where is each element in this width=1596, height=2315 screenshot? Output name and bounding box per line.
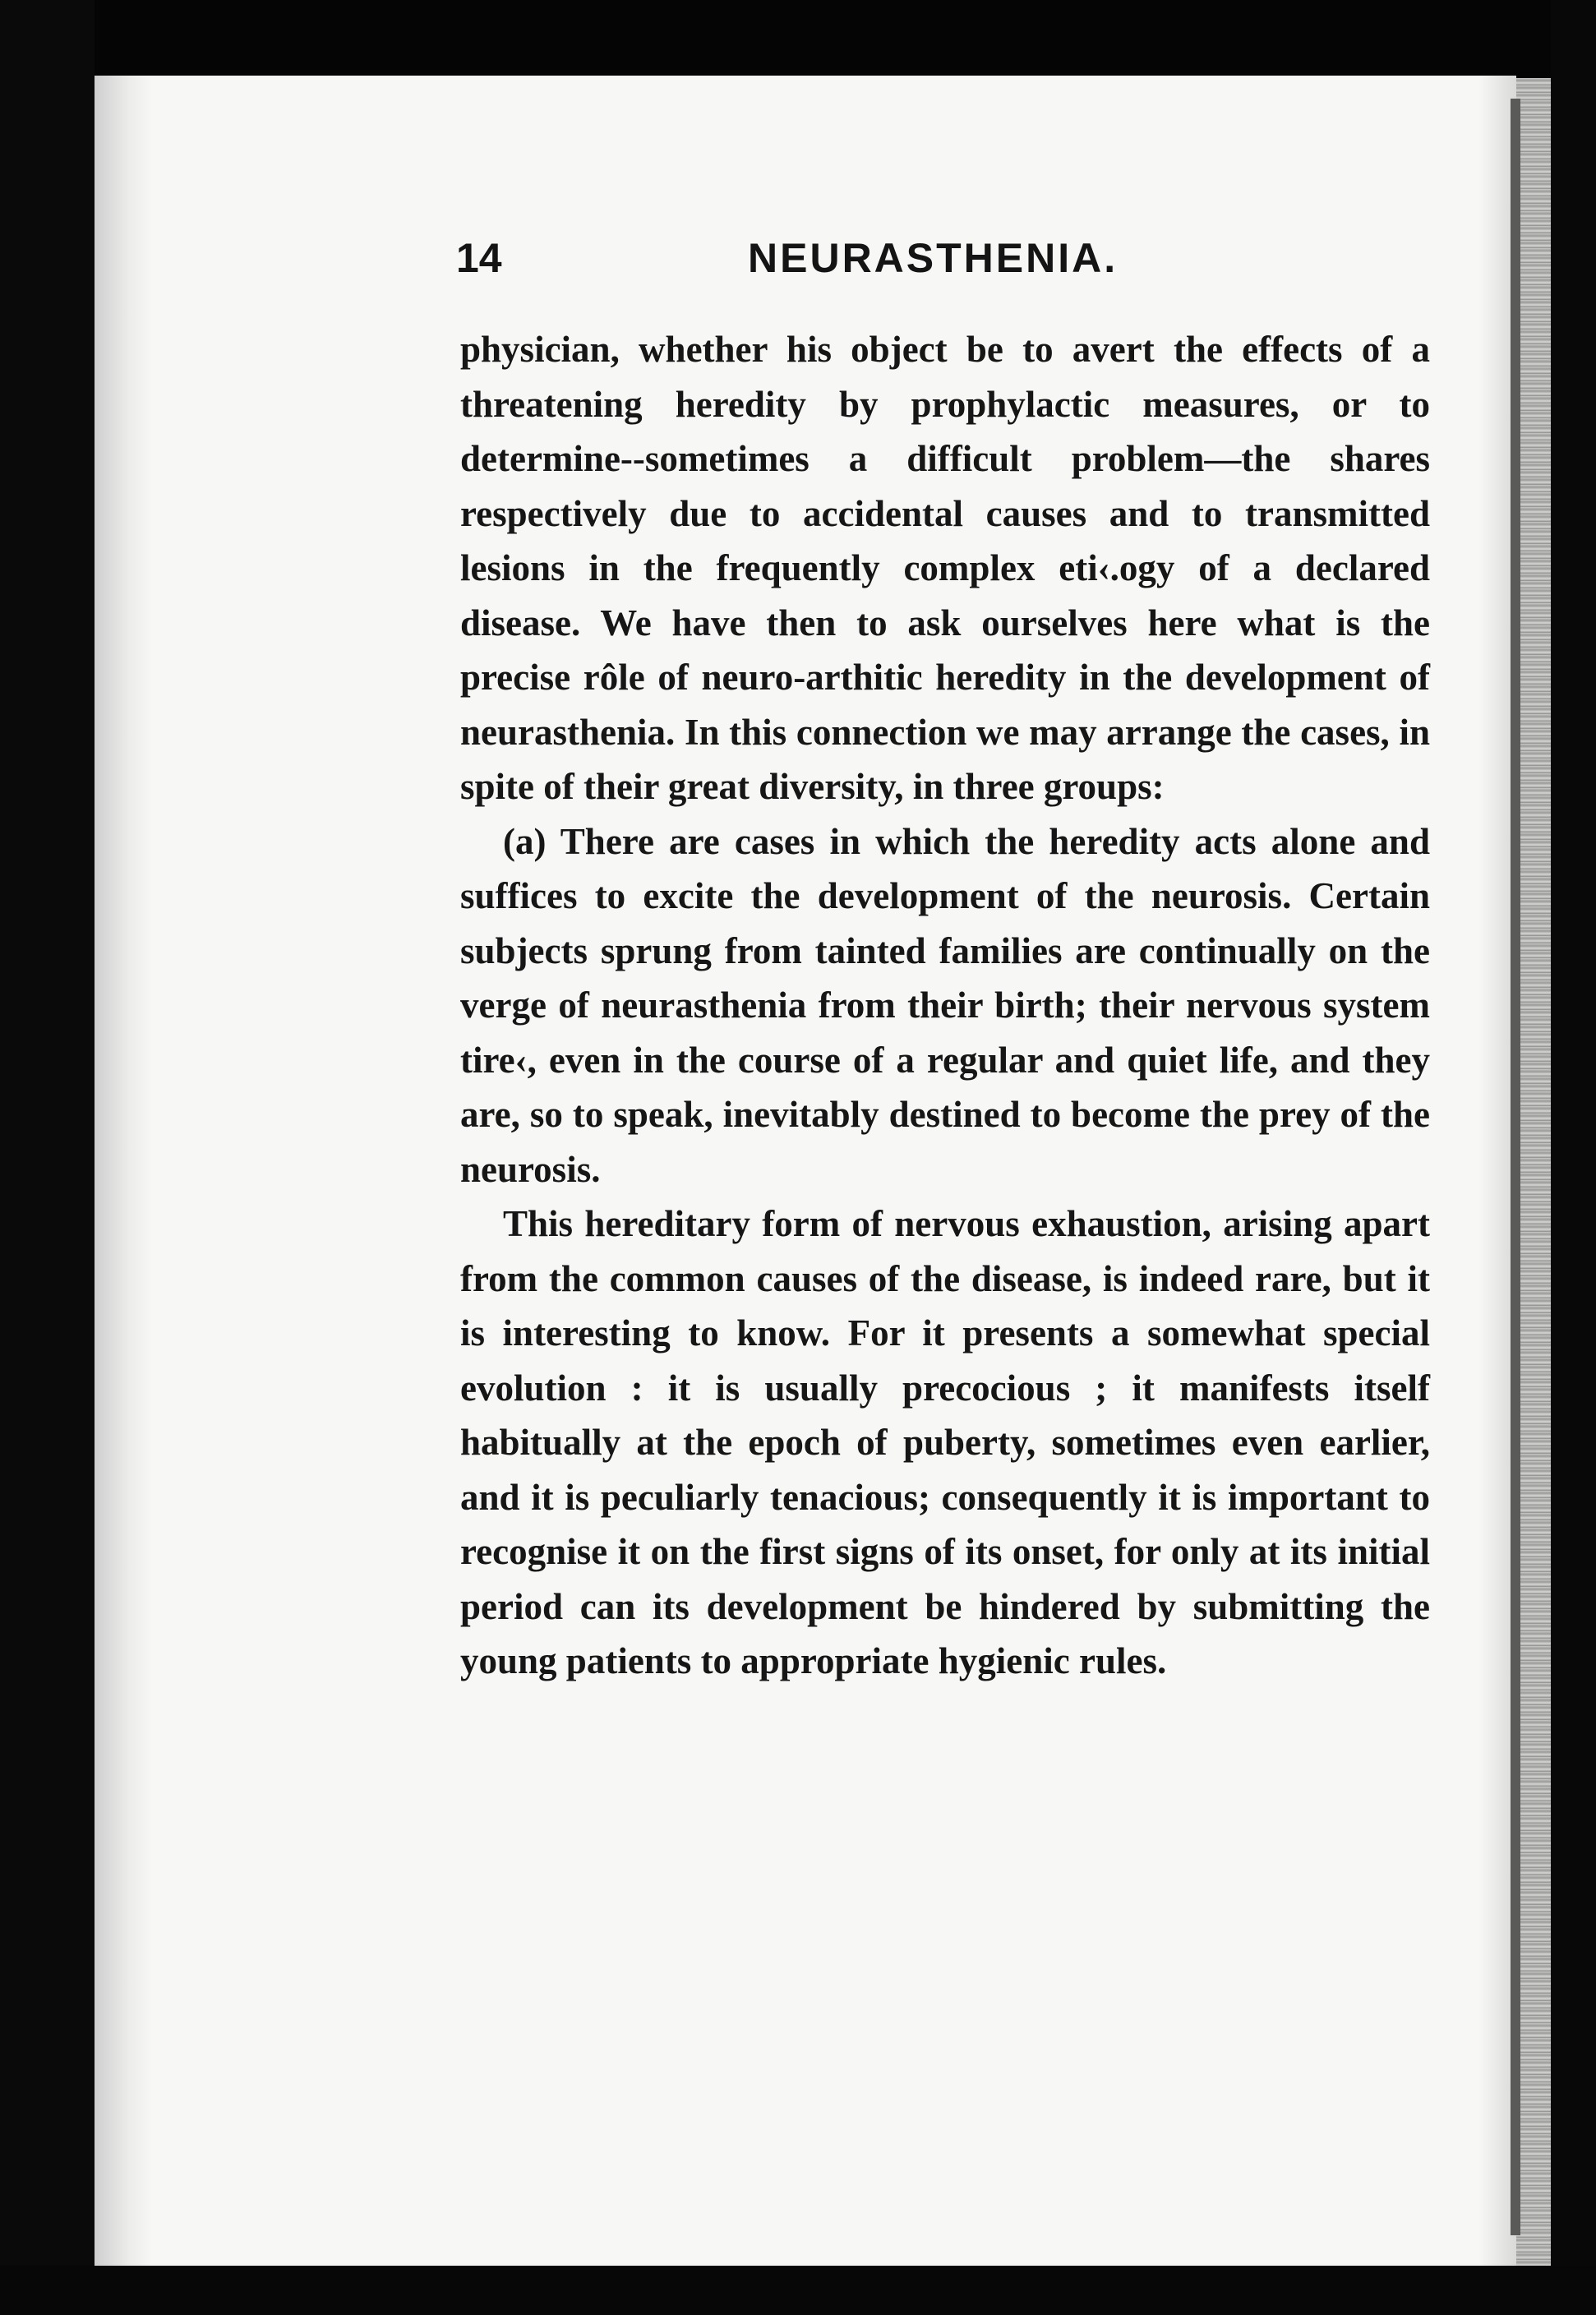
running-head: NEURASTHENIA. <box>748 235 1119 281</box>
page-gutter-shadow <box>95 76 152 2266</box>
paragraph-2: (a) There are cases in which the heredity acts alone and suffices to excite the development of the neurosis. Certain subjects sprung from tainted families are continually on the verge of neurasthenia from their birth; their nervous system tire‹, even in the course of a regular and quiet life, and they are, so to speak, inevitably destined to become the prey of the neurosis. <box>460 820 1430 1190</box>
paragraph-3: This hereditary form of nervous exhaustion, arising apart from the common causes of the disease, is indeed rare, but it is interesting to know. For it presents a somewhat special evolution : it is usually precocious ; it manifests itself habitually at the epoch of puberty, sometimes even earlier, and it is peculiarly tenacious; consequently it is important to recognise it on the first signs of its onset, for only at its initial period can its development be hindered by submitting the young patients to appropriate hygienic rules. <box>460 1203 1430 1681</box>
body-text <box>460 322 1430 1689</box>
page-number: 14 <box>456 235 502 281</box>
page-stack-edge <box>1516 78 1551 2297</box>
scan-right-border <box>1551 0 1596 2315</box>
scan-bottom-border <box>0 2266 1596 2315</box>
paragraph-1: physician, whether his object be to avert the effects of a threatening heredity by prophylactic measures, or to determine--sometimes a difficult problem—the shares respectively due to accidental causes and to transmitted lesions in the frequently complex eti‹.ogy of a declared disease. We have then to ask ourselves here what is the precise rôle of neuro-arthitic heredity in the development of neurasthenia. In this connection we may arrange the cases, in spite of their great diversity, in three groups: <box>460 329 1430 807</box>
scan-left-border <box>0 0 95 2315</box>
page-header <box>456 234 1459 292</box>
page-stack-shadow <box>1511 99 1520 2235</box>
scan-top-border <box>0 0 1596 82</box>
